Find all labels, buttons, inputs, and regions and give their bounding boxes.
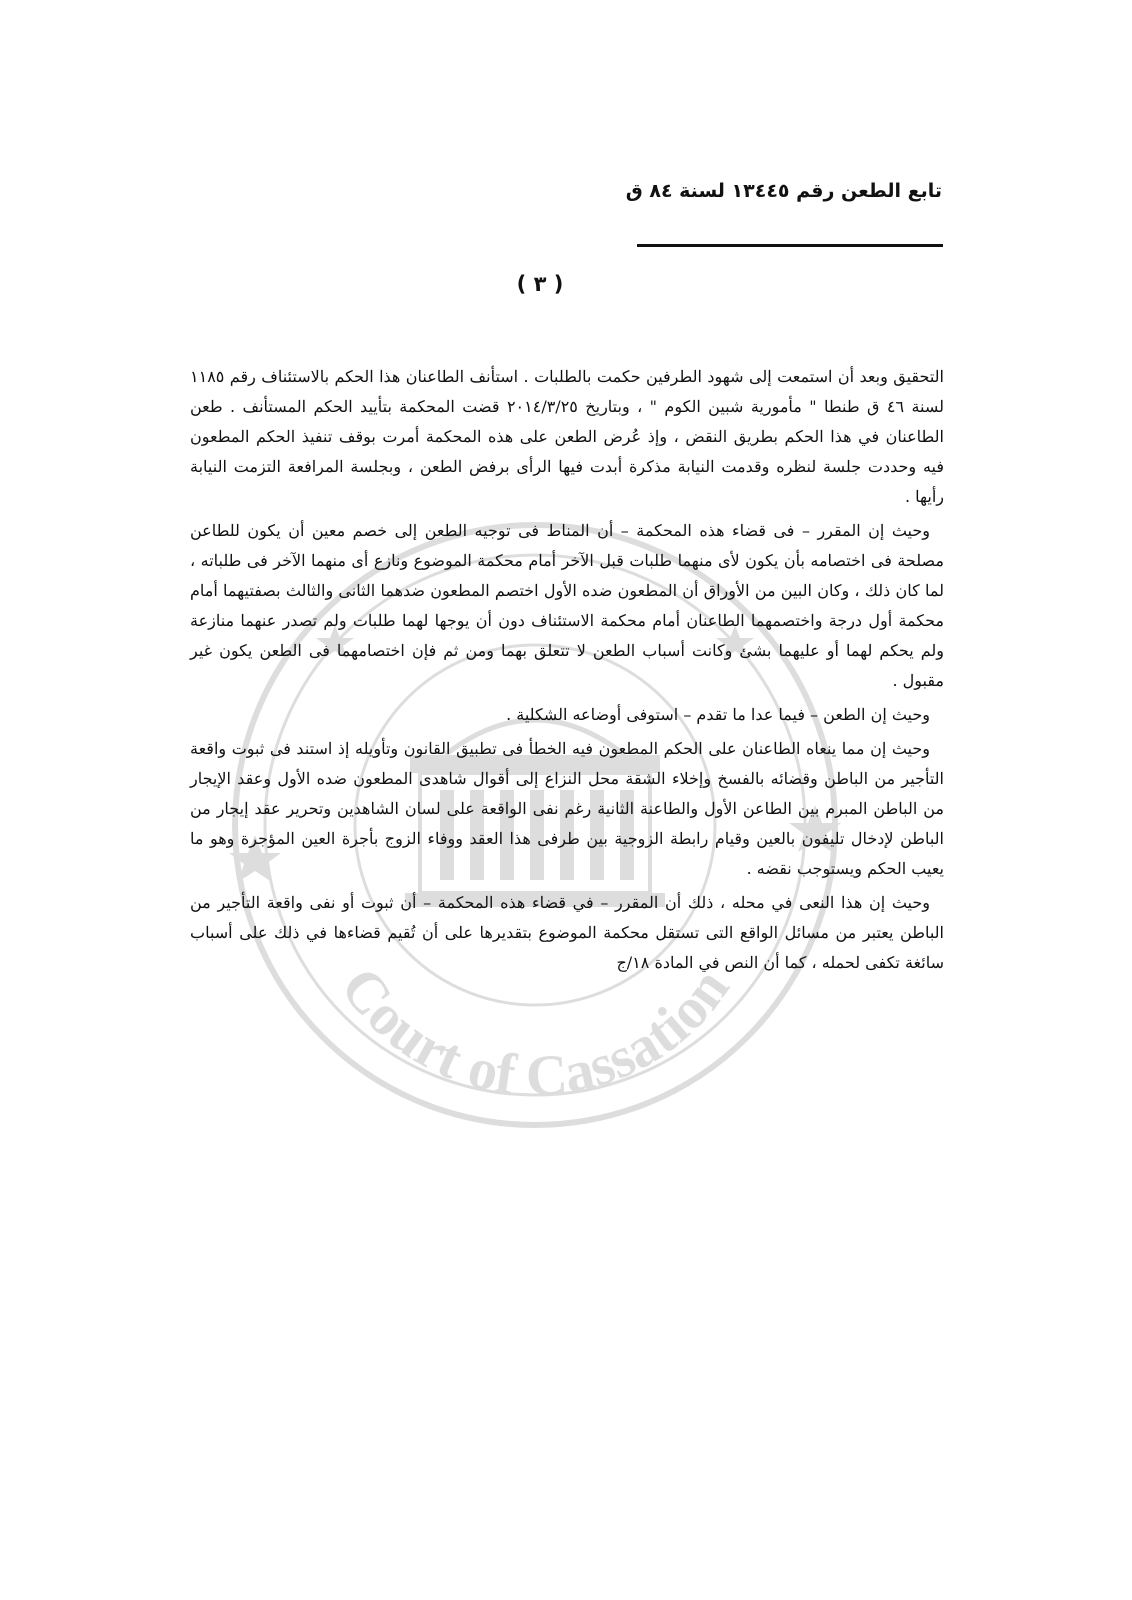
paragraph: وحيث إن الطعن – فيما عدا ما تقدم – استوفى أوضاعه الشكلية . bbox=[506, 705, 930, 724]
header-divider bbox=[637, 244, 943, 247]
paragraph: وحيث إن هذا النعى في محله ، ذلك أن المقرر – في قضاء هذه المحكمة – أن ثبوت أو نفى واقعة التأجير من الباطن يعتبر من مسائل الواقع التى تستقل محكمة الموضوع بتقديرها على أن تُقيم قضاءها في ذلك على أسباب سائغة تكفى لحمله ، كما أن النص في المادة ١٨/ج bbox=[190, 893, 944, 972]
paragraph: وحيث إن مما ينعاه الطاعنان على الحكم المطعون فيه الخطأ فى تطبيق القانون وتأويله إذ استند فى ثبوت واقعة التأجير من الباطن وقضائه بالفسخ وإخلاء الشقة محل النزاع إلى أقوال شاهدى المطعون ضده الأول وعقد الإيجار من الباطن المبرم بين الطاعن الأول والطاعنة الثانية رغم نفى الواقعة على لسان الشاهدين وتحرير عقد إيجار من الباطن لإدخال تليفون بالعين وقيام رابطة الزوجية بين طرفى هذا العقد ووفاء الزوج بأجرة العين المؤجرة وهو ما يعيب الحكم ويستوجب نقضه . bbox=[190, 739, 945, 878]
paragraph: التحقيق وبعد أن استمعت إلى شهود الطرفين حكمت بالطلبات . استأنف الطاعنان هذا الحكم بالاستئناف رقم ١١٨٥ لسنة ٤٦ ق طنطا " مأمورية شبين الكوم " ، وبتاريخ ٢٠١٤/٣/٢٥ قضت المحكمة بتأييد الحكم المستأنف . طعن الطاعنان في هذا الحكم بطريق النقض ، وإذ عُرض الطعن على هذه المحكمة أمرت بوقف تنفيذ الحكم المطعون فيه وحددت جلسة لنظره وقدمت النيابة مذكرة أبدت فيها الرأى برفض الطعن ، وبجلسة المرافعة التزمت النيابة رأيها . bbox=[190, 367, 945, 506]
page-number: ( ٣ ) bbox=[516, 272, 564, 296]
seal-watermark-text: Court of Cassation bbox=[328, 955, 742, 1109]
case-header-title: تابع الطعن رقم ١٣٤٤٥ لسنة ٨٤ ق bbox=[625, 180, 942, 202]
judgment-body bbox=[190, 362, 944, 982]
paragraph: وحيث إن المقرر – فى قضاء هذه المحكمة – أن المناط فى توجيه الطعن إلى خصم معين أن يكون للطاعن مصلحة فى اختصامه بأن يكون لأى منهما طلبات قبل الآخر أمام محكمة الموضوع ونازع أى منهما الآخر فى طلباته ، لما كان ذلك ، وكان البين من الأوراق أن المطعون ضده الأول اختصم المطعون ضدهما الثانى والثالث بصفتيهما أمام محكمة أول درجة واختصمهما الطاعنان أمام محكمة الاستئناف دون أن يوجها لهما طلبات ولم تصدر عنهما منازعة ولم يحكم لهما أو عليهما بشئ وكانت أسباب الطعن لا تتعلق بهما ومن ثم فإن اختصامهما فى الطعن يكون غير مقبول . bbox=[190, 521, 944, 690]
